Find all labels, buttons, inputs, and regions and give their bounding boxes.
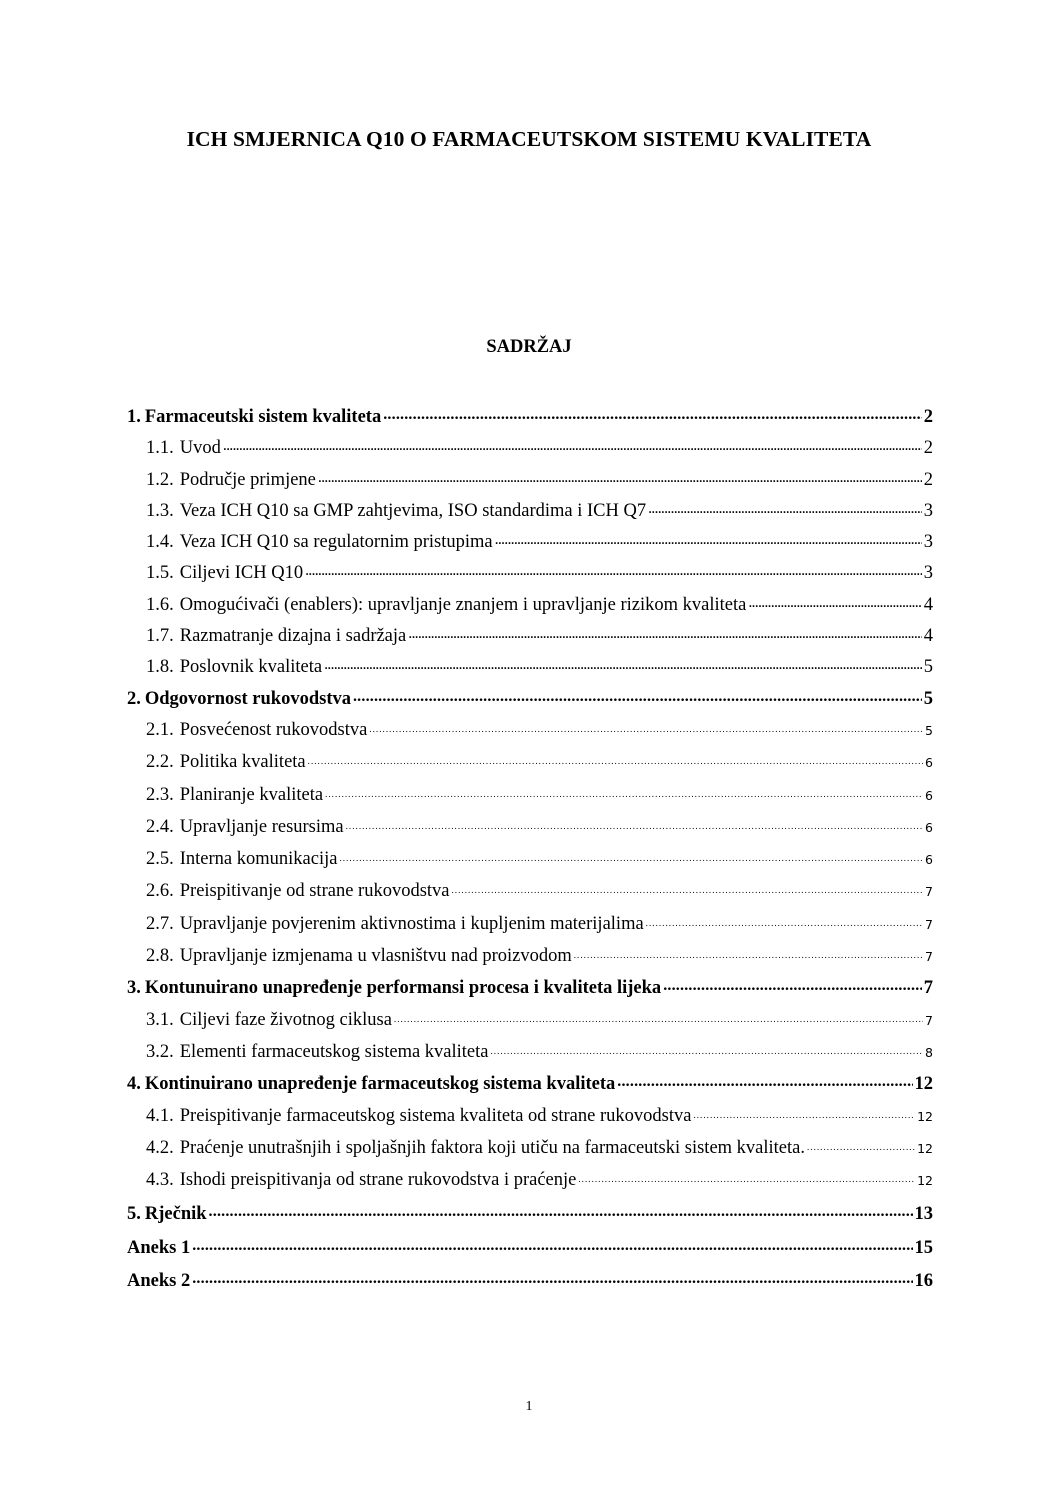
toc-dot-leader: [408, 618, 922, 649]
toc-subsection-entry[interactable]: [127, 941, 933, 973]
toc-dot-leader: [308, 744, 923, 776]
toc-entry-page: 16: [914, 1271, 933, 1292]
toc-entry-page: 2: [923, 438, 933, 459]
toc-dot-leader: [339, 841, 923, 873]
toc-dot-leader: [324, 649, 922, 680]
toc-dot-leader: [394, 1002, 923, 1034]
toc-subsection-entry[interactable]: [127, 496, 933, 527]
toc-section-entry[interactable]: [127, 1199, 933, 1230]
toc-section-entry[interactable]: [127, 1266, 933, 1297]
toc-dot-leader: [192, 1230, 912, 1261]
toc-subsection-entry[interactable]: [127, 433, 933, 464]
toc-entry-number: 4.3.: [146, 1170, 174, 1191]
toc-dot-leader: [353, 681, 922, 712]
toc-entry-number: 1.4.: [146, 532, 174, 553]
toc-dot-leader: [693, 1098, 915, 1130]
toc-dot-leader: [648, 493, 922, 524]
toc-subsection-entry[interactable]: [127, 715, 933, 747]
toc-subsection-entry[interactable]: [127, 1133, 933, 1165]
toc-entry-title: Elementi farmaceutskog sistema kvaliteta: [179, 1041, 489, 1062]
toc-entry-title: Aneks 2: [127, 1271, 191, 1292]
toc-entry-page: 4: [923, 594, 933, 615]
toc-subsection-entry[interactable]: [127, 844, 933, 876]
toc-entry-page: 7: [925, 884, 933, 900]
toc-dot-leader: [346, 809, 923, 841]
toc-entry-title: Poslovnik kvaliteta: [179, 657, 323, 678]
toc-subsection-entry[interactable]: [127, 527, 933, 558]
toc-heading: SADRŽAJ: [486, 337, 572, 357]
toc-dot-leader: [807, 1130, 915, 1162]
toc-dot-leader: [574, 938, 923, 970]
toc-entry-page: 7: [925, 949, 933, 965]
toc-dot-leader: [663, 970, 922, 1001]
toc-entry-number: 1.5.: [146, 563, 174, 584]
toc-entry-page: 6: [925, 755, 933, 771]
toc-entry-number: 2.: [127, 688, 141, 709]
toc-entry-title: Posvećenost rukovodstva: [179, 719, 368, 740]
toc-entry-number: 4.1.: [146, 1105, 174, 1126]
toc-entry-title: Veza ICH Q10 sa regulatornim pristupima: [179, 532, 493, 553]
toc-dot-leader: [369, 712, 923, 744]
toc-entry-title: Razmatranje dizajna i sadržaja: [179, 626, 407, 647]
toc-dot-leader: [491, 1034, 924, 1066]
toc-entry-page: 7: [925, 1012, 933, 1028]
toc-entry-title: Ciljevi faze životnog ciklusa: [179, 1009, 392, 1030]
toc-subsection-entry[interactable]: [127, 1005, 933, 1037]
toc-entry-number: 3.1.: [146, 1009, 174, 1030]
toc-subsection-entry[interactable]: [127, 590, 933, 621]
toc-entry-number: 1.: [127, 407, 141, 427]
toc-entry-title: Preispitivanje od strane rukovodstva: [179, 881, 450, 902]
toc-entry-title: Farmaceutski sistem kvaliteta: [144, 407, 382, 427]
toc-dot-leader: [223, 430, 922, 461]
toc-entry-title: Praćenje unutrašnjih i spoljašnjih faktora koji utiču na farmaceutski sistem kvaliteta.: [179, 1137, 805, 1158]
toc-entry-title: Aneks 1: [127, 1237, 191, 1258]
toc-entry-title: Upravljanje povjerenim aktivnostima i kupljenim materijalima: [179, 913, 644, 934]
toc-dot-leader: [578, 1162, 915, 1194]
toc-entry-title: Ciljevi ICH Q10: [179, 563, 304, 584]
toc-entry-number: 2.2.: [146, 752, 174, 773]
toc-entry-number: 2.3.: [146, 784, 174, 805]
toc-entry-page: 6: [925, 787, 933, 803]
toc-entry-number: 3.: [127, 978, 141, 999]
toc-entry-page: 7: [925, 916, 933, 932]
toc-section-entry[interactable]: [127, 684, 933, 715]
toc-entry-page: 3: [923, 563, 933, 584]
toc-entry-title: Interna komunikacija: [179, 849, 338, 870]
toc-entry-number: 2.4.: [146, 816, 174, 837]
toc-dot-leader: [325, 777, 923, 809]
toc-entry-page: 5: [923, 688, 933, 709]
toc-entry-number: 2.7.: [146, 913, 174, 934]
toc-subsection-entry[interactable]: [127, 876, 933, 908]
toc-entry-number: 2.8.: [146, 946, 174, 967]
toc-dot-leader: [305, 555, 922, 586]
toc-entry-number: 1.7.: [146, 626, 174, 647]
toc-entry-page: 12: [917, 1140, 933, 1156]
toc-dot-leader: [748, 587, 921, 618]
toc-entry-title: Područje primjene: [179, 469, 316, 490]
toc-entry-page: 2: [923, 407, 933, 427]
toc-entry-page: 13: [914, 1204, 933, 1225]
toc-entry-page: 15: [914, 1237, 933, 1258]
toc-section-entry[interactable]: [127, 1233, 933, 1264]
page-number: 1: [525, 1399, 533, 1414]
toc-entry-page: 6: [925, 852, 933, 868]
toc-entry-title: Odgovornost rukovodstva: [144, 688, 351, 709]
toc-dot-leader: [192, 1263, 912, 1294]
toc-subsection-entry[interactable]: [127, 465, 933, 496]
toc-entry-title: Rječnik: [144, 1204, 207, 1225]
toc-entry-number: 4.: [127, 1074, 141, 1095]
document-title: ICH SMJERNICA Q10 O FARMACEUTSKOM SISTEMU KVALITETA: [186, 127, 872, 151]
toc-subsection-entry[interactable]: [127, 1101, 933, 1133]
toc-entry-number: 1.2.: [146, 469, 174, 490]
toc-entry-page: 12: [914, 1074, 933, 1095]
toc-entry-number: 1.8.: [146, 657, 174, 678]
toc-entry-title: Veza ICH Q10 sa GMP zahtjevima, ISO standardima i ICH Q7: [179, 500, 647, 521]
toc-dot-leader: [646, 906, 923, 938]
toc-entry-title: Upravljanje izmjenama u vlasništvu nad proizvodom: [179, 946, 572, 967]
toc-subsection-entry[interactable]: [127, 909, 933, 941]
toc-entry-number: 4.2.: [146, 1137, 174, 1158]
toc-entry-title: Preispitivanje farmaceutskog sistema kvaliteta od strane rukovodstva: [179, 1105, 692, 1126]
toc-entry-page: 3: [923, 532, 933, 553]
toc-entry-title: Ishodi preispitivanja od strane rukovodstva i praćenje: [179, 1170, 577, 1191]
toc-entry-page: 7: [923, 978, 933, 999]
toc-section-entry[interactable]: [127, 1069, 933, 1100]
toc-dot-leader: [318, 462, 922, 493]
toc-section-entry[interactable]: [127, 402, 933, 433]
toc-entry-number: 2.6.: [146, 881, 174, 902]
toc-dot-leader: [452, 873, 924, 905]
toc-entry-page: 2: [923, 469, 933, 490]
toc-entry-page: 6: [925, 819, 933, 835]
toc-entry-number: 1.6.: [146, 594, 174, 615]
toc-subsection-entry[interactable]: [127, 621, 933, 652]
toc-entry-title: Planiranje kvaliteta: [179, 784, 324, 805]
toc-entry-page: 4: [923, 626, 933, 647]
toc-entry-page: 3: [923, 500, 933, 521]
toc-entry-page: 5: [923, 657, 933, 678]
toc-subsection-entry[interactable]: [127, 1037, 933, 1069]
toc-entry-number: 1.1.: [146, 438, 174, 459]
toc-entry-title: Uvod: [179, 438, 221, 459]
toc-dot-leader: [383, 399, 922, 430]
toc-entry-number: 2.1.: [146, 719, 174, 740]
toc-entry-page: 8: [925, 1044, 933, 1060]
toc-entry-page: 5: [925, 722, 933, 738]
toc-entry-page: 12: [917, 1173, 933, 1189]
toc-entry-number: 3.2.: [146, 1041, 174, 1062]
toc-entry-title: Kontinuirano unapređenje farmaceutskog sistema kvaliteta: [144, 1074, 616, 1095]
toc-entry-title: Politika kvaliteta: [179, 752, 306, 773]
toc-entry-title: Kontunuirano unapređenje performansi procesa i kvaliteta lijeka: [144, 978, 662, 999]
toc-entry-number: 5.: [127, 1204, 141, 1225]
toc-entry-number: 2.5.: [146, 849, 174, 870]
toc-dot-leader: [617, 1066, 912, 1097]
toc-entry-page: 12: [917, 1108, 933, 1124]
toc-dot-leader: [495, 524, 922, 555]
toc-entry-title: Omogućivači (enablers): upravljanje znanjem i upravljanje rizikom kvaliteta: [179, 594, 747, 615]
toc-subsection-entry[interactable]: [127, 780, 933, 812]
toc-entry-number: 1.3.: [146, 500, 174, 521]
table-of-contents: [127, 402, 933, 1297]
toc-entry-title: Upravljanje resursima: [179, 816, 344, 837]
toc-subsection-entry[interactable]: [127, 652, 933, 683]
toc-dot-leader: [209, 1196, 913, 1227]
toc-section-entry[interactable]: [127, 973, 933, 1004]
toc-subsection-entry[interactable]: [127, 747, 933, 779]
toc-subsection-entry[interactable]: [127, 558, 933, 589]
toc-subsection-entry[interactable]: [127, 1165, 933, 1197]
toc-subsection-entry[interactable]: [127, 812, 933, 844]
